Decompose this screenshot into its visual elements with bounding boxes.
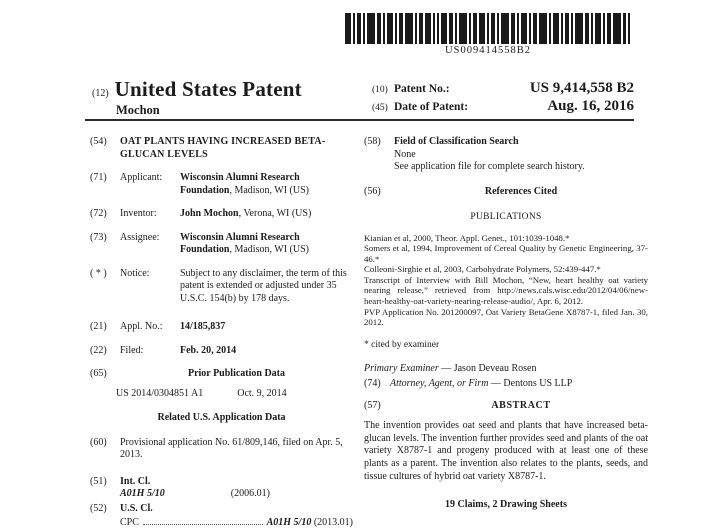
- field-22-code: (22): [90, 344, 107, 356]
- prior-publication-number: US 2014/0304851 A1: [116, 387, 204, 399]
- prior-publication-date: Oct. 9, 2014: [237, 387, 287, 399]
- cited-by-examiner-note: * cited by examiner: [364, 339, 440, 350]
- field-65-heading-row: [90, 368, 353, 381]
- patent-date-value: Aug. 16, 2016: [547, 98, 634, 114]
- assignee-value: [180, 232, 353, 257]
- patent-number-row: [372, 80, 634, 98]
- prior-publication-data: [90, 388, 353, 401]
- field-51-code: (51): [90, 475, 107, 487]
- field-60-code: (60): [90, 436, 107, 448]
- cpc-class-date: (2013.01): [313, 517, 353, 528]
- field-71-code: (71): [90, 172, 107, 183]
- dotted-leader: [143, 515, 263, 525]
- attorney-label: Attorney, Agent, or Firm: [390, 377, 489, 389]
- invention-title: OAT PLANTS HAVING INCREASED BETA-GLUCAN LEVELS: [120, 136, 326, 160]
- barcode-icon: [345, 13, 631, 44]
- publication-item: Kianian et al, 2000, Theor. Appl. Genet., 101:1039-1048.*: [364, 232, 570, 243]
- field-74-attorney: [364, 378, 648, 391]
- assignee-location: , Madison, WI (US): [229, 244, 309, 255]
- header-left: [92, 77, 302, 118]
- field-58-classification-search: [364, 136, 648, 174]
- inventor-name: John Mochon: [180, 208, 239, 219]
- inventor-value: [180, 208, 353, 221]
- int-cl-class-code: A01H 5/10: [120, 488, 165, 499]
- field-72-code: (72): [90, 208, 107, 219]
- field-73-code: (73): [90, 231, 107, 243]
- publication-item: PVP Application No. 201200097, Oat Variety BetaGene X8787-1, filed Jan. 30, 2012.: [364, 306, 648, 328]
- applicant-label: Applicant:: [120, 172, 163, 183]
- abstract-heading: ABSTRACT: [491, 400, 551, 412]
- right-column: [364, 136, 648, 511]
- applicant-value: [180, 172, 353, 197]
- claims-summary: 19 Claims, 2 Drawing Sheets: [445, 498, 567, 510]
- classification-search-heading: Field of Classification Search: [394, 136, 519, 147]
- barcode: [345, 13, 631, 56]
- document-title: United States Patent: [114, 77, 302, 101]
- patent-date-row: [372, 98, 634, 116]
- field-52-us-cl: [90, 503, 353, 516]
- barcode-number: US009414558B2: [445, 45, 531, 56]
- field-54-code: (54): [90, 136, 107, 147]
- publications-list: [364, 233, 648, 328]
- field-51-int-cl: [90, 476, 353, 489]
- patent-number-label: Patent No.:: [394, 83, 450, 95]
- abstract-text: The invention provides oat seed and plants that have increased beta-glucan levels. The invention further provides seed and plants of the oat variety X8787-1 and progeny produced with at least one of these plants as a parent. The invention also relates to the plants, seeds, and tissue cultures of hybrid oat variety X8787-1.: [364, 419, 648, 483]
- kind-code: (12): [92, 88, 109, 99]
- patent-number-value: US 9,414,558 B2: [529, 80, 634, 96]
- field-71-applicant: [90, 172, 353, 197]
- publication-item: Somers et al, 1994, Improvement of Cereal Quality by Genetic Engineering, 37-46.*: [364, 243, 648, 264]
- prior-publication-heading: Prior Publication Data: [187, 368, 286, 379]
- field-58-code: (58): [364, 136, 381, 147]
- field-72-inventor: [90, 208, 353, 221]
- classification-search-note: See application file for complete search history.: [394, 161, 585, 172]
- attorney-body: [390, 378, 648, 391]
- filed-label: Filed:: [120, 344, 144, 356]
- field-65-code: (65): [90, 368, 107, 379]
- classification-search-none: None: [394, 148, 416, 160]
- int-cl-class-row: [90, 488, 353, 501]
- cpc-label: CPC: [120, 517, 139, 528]
- field-21-code: (21): [90, 321, 107, 332]
- publication-item: Transcript of Interview with Bill Mochon, “New, heart healthy oat variety nearing release,” retrieved from http://news.cals.wisc.edu/2012/04/06/new-heart-healthy-oat-variety-nearing-release-audio/, Apr. 6, 2012.: [364, 274, 648, 307]
- cpc-class-code: A01H 5/10: [266, 517, 312, 528]
- patent-date-label: Date of Patent:: [394, 101, 469, 113]
- applicant-name: Wisconsin Alumni Research Foundation: [180, 172, 300, 196]
- appl-no-value: 14/185,837: [180, 321, 226, 332]
- inventor-surname: Mochon: [116, 103, 160, 117]
- field-56-code: (56): [364, 185, 381, 197]
- field-56-references: [364, 186, 648, 199]
- header-right: [372, 80, 634, 116]
- field-60-provisional: [90, 437, 353, 462]
- patent-date-code: (45): [372, 103, 388, 113]
- notice-label: Notice:: [120, 267, 150, 279]
- field-22-filed: [90, 345, 353, 358]
- publications-heading: PUBLICATIONS: [470, 212, 542, 222]
- primary-examiner-row: [364, 363, 648, 376]
- field-57-abstract-heading-row: [364, 400, 648, 413]
- header-divider: [85, 119, 634, 121]
- field-54-title: [90, 136, 353, 161]
- field-21-appl-no: [90, 321, 353, 334]
- field-74-code: (74): [364, 377, 381, 389]
- assignee-label: Assignee:: [120, 231, 160, 243]
- publication-item: Colleoni-Sirghie et al, 2003, Carbohydrate Polymers, 52:439-447.*: [364, 264, 601, 275]
- left-column: [90, 136, 353, 529]
- appl-no-label: Appl. No.:: [120, 321, 163, 332]
- notice-code: ( * ): [90, 267, 107, 279]
- attorney-name: — Dentons US LLP: [490, 377, 573, 389]
- notice-text: Subject to any disclaimer, the term of this patent is extended or adjusted under 35 U.S.C. 154(b) by 178 days.: [180, 267, 347, 304]
- cpc-row: [90, 515, 353, 529]
- field-73-assignee: [90, 232, 353, 257]
- inventor-location: , Verona, WI (US): [238, 208, 312, 219]
- field-58-body: [394, 136, 648, 174]
- field-52-code: (52): [90, 502, 107, 514]
- inventor-label: Inventor:: [120, 208, 157, 219]
- applicant-location: , Madison, WI (US): [229, 184, 309, 196]
- patent-number-code: (10): [372, 85, 388, 95]
- primary-examiner-label: Primary Examiner: [364, 363, 439, 375]
- int-cl-label: Int. Cl.: [120, 475, 151, 487]
- primary-examiner-name: — Jason Deveau Rosen: [441, 363, 537, 375]
- int-cl-class-date: (2006.01): [230, 488, 270, 499]
- notice-row: [90, 268, 353, 306]
- filed-value: Feb. 20, 2014: [180, 344, 237, 356]
- assignee-name: Wisconsin Alumni Research Foundation: [180, 231, 300, 255]
- us-cl-label: U.S. Cl.: [120, 502, 153, 514]
- related-application-heading: Related U.S. Application Data: [157, 412, 286, 423]
- references-cited-heading: References Cited: [484, 185, 558, 197]
- provisional-text: Provisional application No. 61/809,146, filed on Apr. 5, 2013.: [120, 436, 343, 460]
- field-57-code: (57): [364, 400, 381, 412]
